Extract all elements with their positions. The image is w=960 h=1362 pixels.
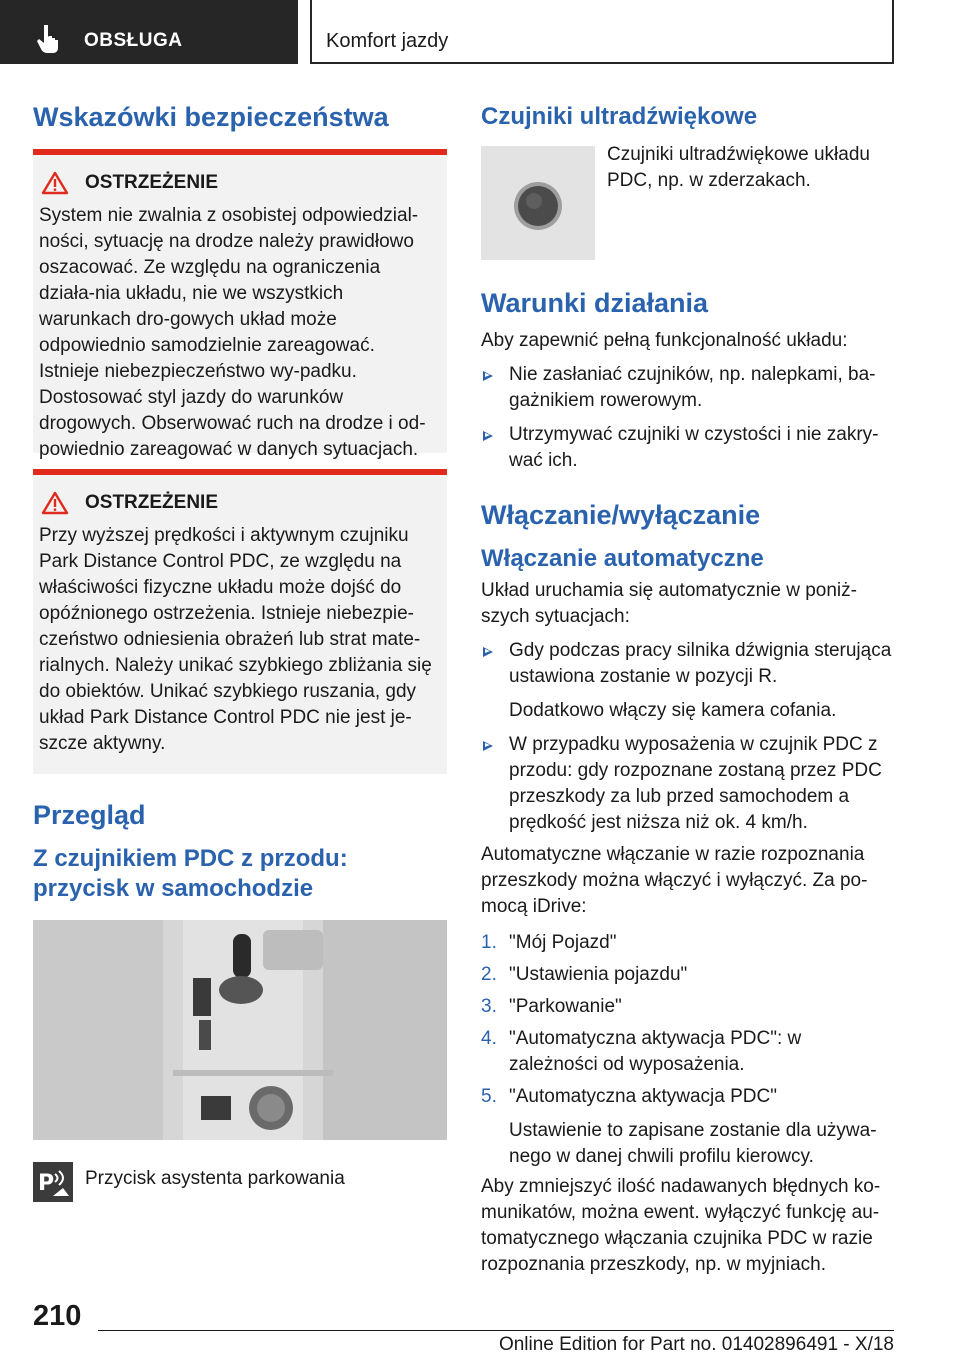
warning-triangle-icon (41, 491, 69, 515)
sensor-illustration (481, 146, 595, 260)
warning-box-1 (33, 149, 447, 460)
onoff-heading: Włączanie/wyłączanie (481, 500, 761, 530)
page-number: 210 (33, 1300, 82, 1332)
overview-subheading: Z czujnikiem PDC z przodu: przycisk w samochodzie (33, 845, 348, 902)
warning-triangle-icon (41, 171, 69, 195)
list-item: W przypadku wyposażenia w czujnik PDC z przodu: gdy rozpoznane zostaną przez PDC przeszkody za lub przed samochodem a prędkość jest niższa niż ok. 4 km/h. (481, 732, 895, 836)
idrive-steps (481, 930, 895, 1170)
auto-heading: Włączanie automatyczne (481, 545, 764, 572)
sensors-heading: Czujniki ultradźwiękowe (481, 103, 758, 130)
list-item: Utrzymywać czujniki w czystości i nie zakry-wać ich. (481, 422, 895, 474)
auto-intro: Układ uruchamia się automatycznie w poniż-szych sytuacjach: (481, 580, 857, 627)
sensors-text: Czujniki ultradźwiękowe układu PDC, np. w zderzakach. (607, 144, 870, 191)
chapter-title: Komfort jazdy (326, 30, 449, 52)
parking-assistant-button-icon (33, 1162, 73, 1202)
warning-label: OSTRZEŻENIE (85, 492, 219, 513)
step-item: 4. "Automatyczna aktywacja PDC": w zależności od wyposażenia. (481, 1028, 802, 1075)
list-item: Gdy podczas pracy silnika dźwignia sterująca ustawiona zostanie w pozycji R. Dodatkowo włączy się kamera cofania. (481, 638, 895, 724)
step-item: 3. "Parkowanie" (481, 996, 622, 1017)
photo-caption (33, 1162, 447, 1202)
warning-header (41, 491, 433, 515)
center-console-illustration (33, 920, 447, 1140)
conditions-intro: Aby zapewnić pełną funkcjonalność układu: (481, 330, 848, 351)
overview-heading: Przegląd (33, 800, 146, 830)
sensors-block (481, 146, 895, 260)
step-item: 2. "Ustawienia pojazdu" (481, 964, 688, 985)
warning-header (41, 171, 433, 195)
conditions-list (481, 362, 895, 474)
warning-text: Przy wyższej prędkości i aktywnym czujniku Park Distance Control PDC, ze względu na właściwości fizyczne układu może dojść do opóźnionego ostrzeżenia. Istnieje niebezpie-czeństwo odniesienia obrażeń lub strat mate-rialnych. Należy unikać szybkiego zbliżania się do obiektów. Unikać szybkiego ruszania, gdy układ Park Distance Control PDC nie jest je-szcze aktywny. (39, 525, 432, 754)
left-column (33, 100, 447, 1202)
edition-text: Online Edition for Part no. 01402896491 - X/18 (498, 1334, 894, 1355)
ultrasonic-sensor-photo (481, 146, 595, 260)
section-label: OBSŁUGA (84, 30, 183, 51)
center-console-photo (33, 920, 447, 1140)
step-item: 1. "Mój Pojazd" (481, 932, 617, 953)
right-column (481, 100, 895, 1278)
warning-text: System nie zwalnia z osobistej odpowiedzial-ności, sytuację na drodze należy prawidłowo oszacować. Ze względu na ograniczenia działa-nia układu, nie we wszystkich warunkach dro-gowych układ może odpowiednio samodzielnie zareagować. Istnieje niebezpieczeństwo wy-padku. Dostosować styl jazdy do warunków drogowych. Obserwować ruch na drodze i od-powiednio zareagować w danych sytuacjach. (39, 205, 426, 460)
section-tab (0, 0, 298, 64)
caption-text: Przycisk asystenta parkowania (85, 1168, 345, 1189)
step-item: 5. "Automatyczna aktywacja PDC" Ustawienie to zapisane zostanie dla używa-nego w danej chwili profilu kierowcy. (481, 1086, 877, 1167)
hand-icon (34, 22, 66, 54)
warning-label: OSTRZEŻENIE (85, 172, 219, 193)
header-title-box (312, 0, 894, 64)
auto-idrive-text: Automatyczne włączanie w razie rozpoznania przeszkody można włączyć i wyłączyć. Za po-mocą iDrive: (481, 844, 868, 917)
conditions-heading: Warunki działania (481, 288, 709, 318)
auto-list (481, 638, 895, 836)
footer-rule (98, 1330, 894, 1331)
safety-heading: Wskazówki bezpieczeństwa (33, 102, 389, 132)
svg-text:P: P (38, 1171, 55, 1196)
closing-text: Aby zmniejszyć ilość nadawanych błędnych ko-munikatów, można ewent. wyłączyć funkcję au-tomatycznego włączania czujnika PDC w razie rozpoznania przeszkody, np. w myjniach. (481, 1176, 881, 1275)
warning-box-2 (33, 469, 447, 774)
list-item: Nie zasłaniać czujników, np. nalepkami, ba-gażnikiem rowerowym. (481, 362, 895, 414)
